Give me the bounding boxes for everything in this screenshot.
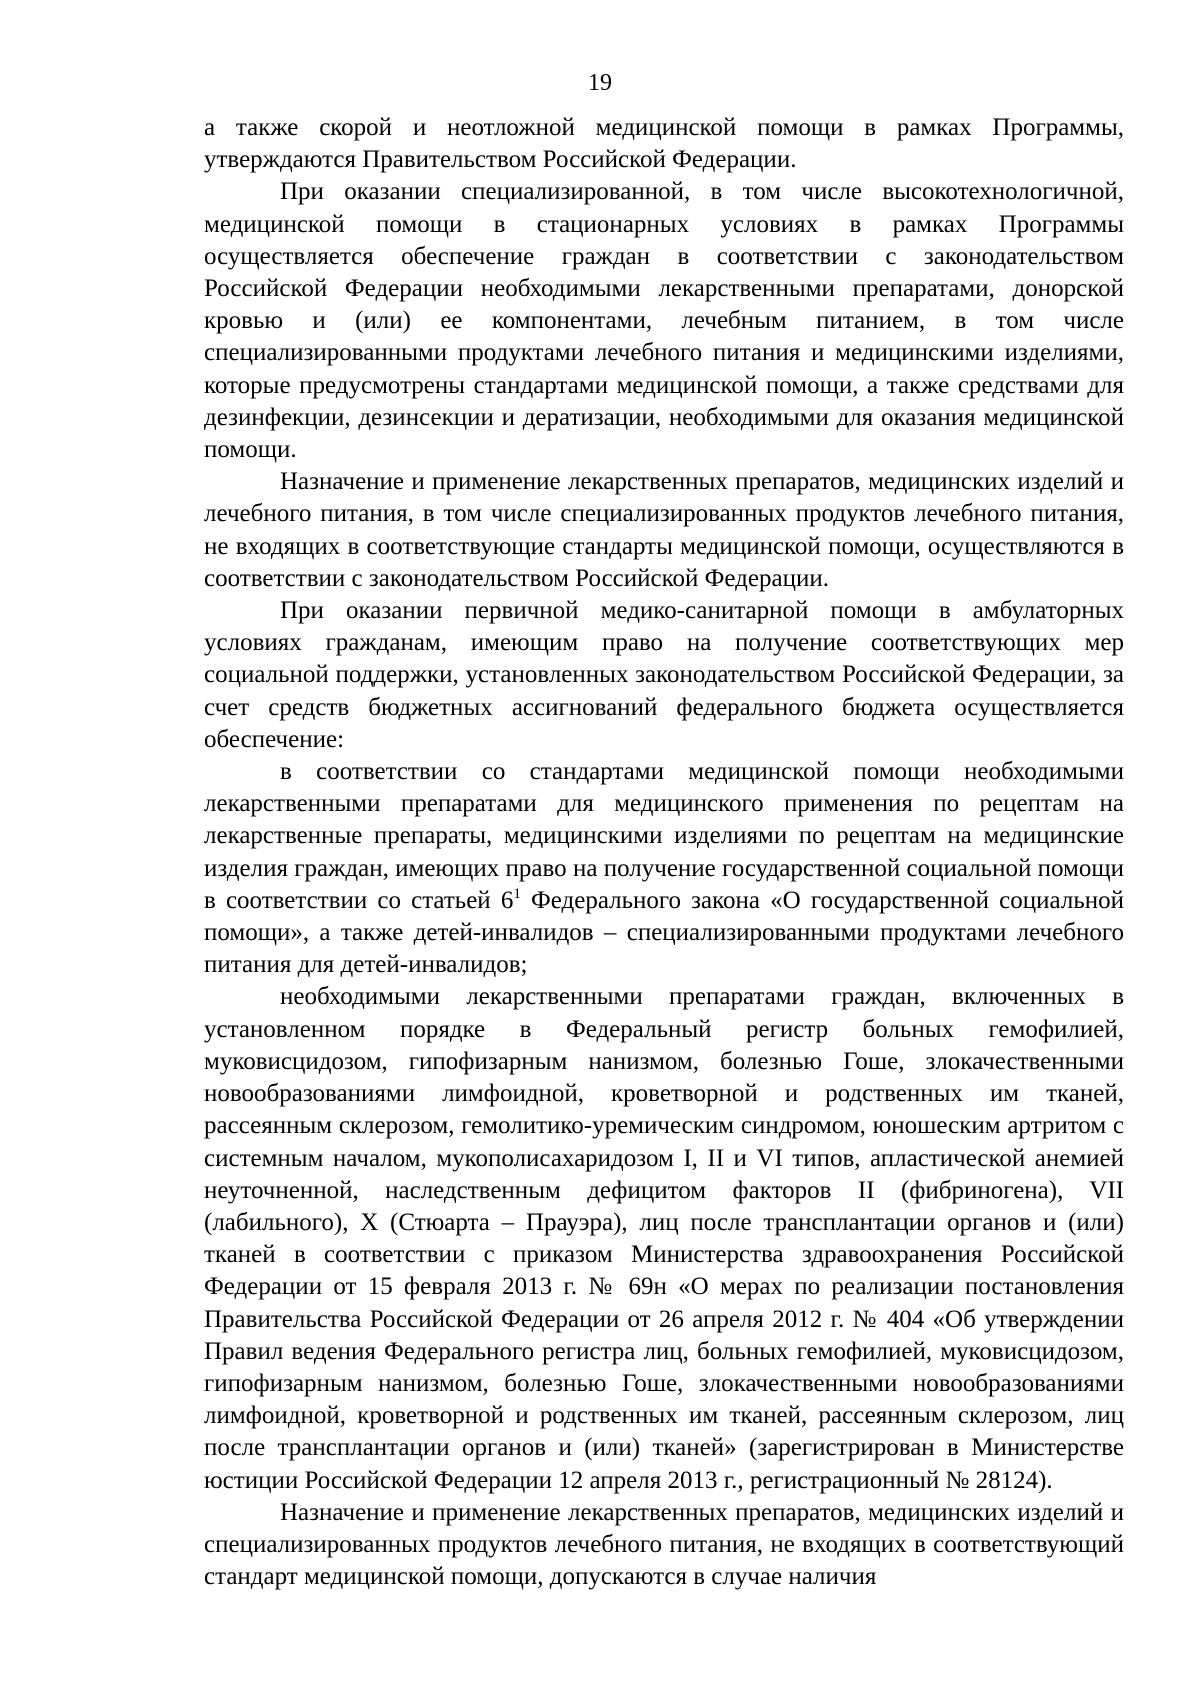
superscript-footnote-mark: 1: [513, 885, 521, 902]
page-number: 19: [588, 70, 612, 96]
paragraph-7: Назначение и применение лекарственных препаратов, медицинских изделий и специализированных продуктов лечебного питания, не входящих в соответствующий стандарт медицинской помощи, допускаются в случае наличия: [204, 1498, 1124, 1591]
paragraph-5: [204, 756, 1124, 981]
paragraph-3: Назначение и применение лекарственных препаратов, медицинских изделий и лечебного питания, в том числе специализированных продуктов лечебного питания, не входящих в соответствующие стандарты медицинской помощи, осуществляются в соответствии с законодательством Российской Федерации.: [204, 468, 1124, 592]
paragraph-5-text-before: в соответствии со стандартами медицинской помощи необходимыми лекарственными препаратами для медицинского применения по рецептам на лекарственные препараты, медицинскими изделиями по рецептам на медицинские изделия граждан, имеющих право на получение государственной социальной помощи в соответствии со статьей 6: [204, 758, 1124, 914]
document-body: [204, 112, 1124, 1593]
paragraph-1: а также скорой и неотложной медицинской помощи в рамках Программы, утверждаются Правительством Российской Федерации.: [204, 114, 1124, 174]
paragraph-6: необходимыми лекарственными препаратами граждан, включенных в установленном порядке в Федеральный регистр больных гемофилией, муковисцидозом, гипофизарным нанизмом, болезнью Гоше, злокачественными новообразованиями лимфоидной, кроветворной и родственных им тканей, рассеянным склерозом, гемолитико-уремическим синдромом, юношеским артритом с системным началом, мукополисахаридозом I, II и VI типов, апластической анемией неуточненной, наследственным дефицитом факторов II (фибриногена), VII (лабильного), X (Стюарта – Прауэра), лиц после трансплантации органов и (или) тканей в соответствии с приказом Министерства здравоохранения Российской Федерации от 15 февраля 2013 г. № 69н «О мерах по реализации постановления Правительства Российской Федерации от 26 апреля 2012 г. № 404 «Об утверждении Правил ведения Федерального регистра лиц, больных гемофилией, муковисцидозом, гипофизарным нанизмом, болезнью Гоше, злокачественными новообразованиями лимфоидной, кроветворной и родственных им тканей, рассеянным склерозом, лиц после трансплантации органов и (или) тканей» (зарегистрирован в Министерстве юстиции Российской Федерации 12 апреля 2013 г., регистрационный № 28124).: [204, 983, 1124, 1494]
paragraph-4: При оказании первичной медико-санитарной помощи в амбулаторных условиях гражданам, имеющим право на получение соответствующих мер социальной поддержки, установленных законодательством Российской Федерации, за счет средств бюджетных ассигнований федерального бюджета осуществляется обеспечение:: [204, 597, 1124, 753]
paragraph-5-text-after: Федерального закона «О государственной социальной помощи», а также детей-инвалидов – специализированными продуктами лечебного питания для детей-инвалидов;: [204, 886, 1124, 979]
paragraph-2: При оказании специализированной, в том числе высокотехнологичной, медицинской помощи в стационарных условиях в рамках Программы осуществляется обеспечение граждан в соответствии с законодательством Российской Федерации необходимыми лекарственными препаратами, донорской кровью и (или) ее компонентами, лечебным питанием, в том числе специализированными продуктами лечебного питания и медицинскими изделиями, которые предусмотрены стандартами медицинской помощи, а также средствами для дезинфекции, дезинсекции и дератизации, необходимыми для оказания медицинской помощи.: [204, 178, 1124, 464]
